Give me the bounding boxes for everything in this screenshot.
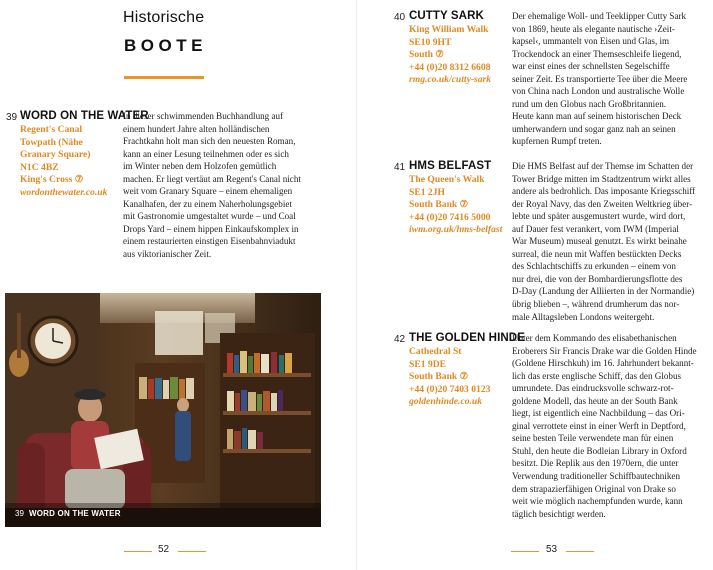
- body-line: im Winter neben dem Holzofen gemütlich: [123, 161, 277, 172]
- body-line: einem hundert Jahre alten holländischen: [123, 123, 270, 134]
- folio-rule: [124, 551, 152, 552]
- body-line: lich das erste englische Schiff, das den Globus: [512, 370, 682, 381]
- entry-info: [409, 24, 491, 87]
- entry-info: [20, 124, 107, 200]
- body-line: umherwandern und sogar ganz nah an seinen: [512, 123, 676, 134]
- entry-number: 41: [394, 162, 406, 173]
- photo-caption: WORD ON THE WATER: [29, 509, 121, 518]
- website-link[interactable]: goldenhinde.co.uk: [409, 396, 483, 408]
- body-line: rund um den Globus nach Großbritannien.: [512, 98, 667, 109]
- body-line: seine besten Teile verwendete man für einen: [512, 433, 674, 444]
- body-line: von China nach London und australische Wolle: [512, 86, 685, 97]
- page-gutter: [356, 0, 357, 570]
- info-line: The Queen's Walk: [409, 174, 485, 185]
- body-line: weit wie möglich nachempfunden wurde, kann: [512, 496, 683, 507]
- body-line: seiner Zeit. Es transportierte Tee über die Meere: [512, 73, 688, 84]
- entry-body: [512, 10, 710, 148]
- info-line: SE1 2JH: [409, 186, 445, 198]
- body-line: von 1869, heute als elegante nautische ›Zeit-: [512, 23, 675, 34]
- info-line: Cathedral St: [409, 346, 462, 357]
- entry-body: [512, 160, 710, 323]
- info-line: +44 (0)20 8312 6608: [409, 61, 491, 73]
- entry-number: 39: [6, 112, 18, 123]
- body-line: Eroberers Sir Francis Drake war die Golden Hinde: [512, 345, 697, 356]
- body-line: mit Gastronomie umgestaltet wurde – und Coal: [123, 211, 296, 222]
- body-line: Der ehemalige Woll- und Teeklipper Cutty Sark: [512, 11, 687, 21]
- section-title-script: Historische: [123, 9, 205, 26]
- body-line: auf Dauer fest verankert, vom IWM (Imperial: [512, 223, 679, 234]
- body-line: machen. Er liegt vertäut am Regent's Canal nicht: [123, 173, 301, 184]
- body-line: lebte und später ausgemustert wurde, wird dort,: [512, 211, 686, 222]
- entry-info: [409, 346, 490, 409]
- body-line: des Schlachtschiffs zu erkunden – einem von: [512, 261, 676, 272]
- website-link[interactable]: wordonthewater.co.uk: [20, 186, 108, 198]
- body-line: goldene Modell, das heute an der South Bank: [512, 395, 678, 406]
- body-line: (Goldene Hirschkuh) im 16. Jahrhundert bekannt-: [512, 358, 694, 369]
- body-line: Trockendock an einer Themseschleife liegend,: [512, 48, 682, 59]
- body-line: umrundete. Das eindrucksvolle schwarz-rot-: [512, 383, 674, 394]
- section-title-caps: BOOTE: [124, 36, 207, 55]
- body-line: übrig blieben –, während drumherum das nor-: [512, 299, 680, 310]
- body-line: kapsel‹, ummantelt von Eisen und Glas, im: [512, 36, 670, 47]
- body-line: Frachtkahn holt man sich den neuesten Roman,: [123, 136, 296, 147]
- body-line: der Royal Navy, das den Zweiten Weltkrieg über-: [512, 198, 693, 209]
- folio-rule: [566, 551, 594, 552]
- info-line: +44 (0)20 7403 0123: [409, 383, 491, 395]
- entry-body: [123, 110, 353, 261]
- body-line: male Alltagsleben Londons weitergeht.: [512, 311, 655, 322]
- info-line: King William Walk: [409, 24, 489, 35]
- entry-number: 42: [394, 334, 406, 345]
- body-line: Stuhl, den heute die Bodleian Library in Oxford: [512, 445, 687, 456]
- page-number-right: 53: [546, 544, 558, 555]
- info-line: SE10 9HT: [409, 36, 452, 48]
- body-line: andere als bedrohlich. Das imposante Kriegsschiff: [512, 186, 696, 197]
- body-line: War Museum) museal genutzt. Es wirkt beinahe: [512, 236, 687, 247]
- body-line: nur drei, die von der Bombardierungsflotte des: [512, 273, 683, 284]
- info-line: South Bank ⑦: [409, 371, 469, 383]
- page-number-left: 52: [158, 544, 170, 555]
- info-line: King's Cross ⑦: [20, 174, 84, 186]
- body-line: Heute kann man auf seinem historischen Deck: [512, 111, 682, 122]
- entry-title: THE GOLDEN HINDE: [409, 332, 525, 344]
- photo-caption-number: 39: [15, 509, 24, 518]
- body-line: kann an einer Lesung teilnehmen oder es sich: [123, 148, 289, 159]
- section-title-rule: [124, 76, 204, 79]
- info-line: Regent's Canal: [20, 124, 83, 135]
- body-line: In dieser schwimmenden Buchhandlung auf: [123, 111, 284, 121]
- info-line: +44 (0)20 7416 5000: [409, 211, 491, 223]
- info-line: South Bank ⑦: [409, 199, 469, 211]
- body-line: Die HMS Belfast auf der Themse im Schatten der: [512, 161, 694, 171]
- entry-title: HMS BELFAST: [409, 160, 492, 172]
- body-line: aus viktorianischer Zeit.: [123, 249, 212, 260]
- body-line: Kanalhafen, der zu einem Naherholungsgebiet: [123, 198, 292, 209]
- body-line: Tower Bridge mitten im Stadtzentrum wirkt alles: [512, 173, 691, 184]
- body-line: dem strapazierfähigen Original von Drake so: [512, 483, 676, 494]
- info-line: South ⑦: [409, 49, 444, 61]
- folio-rule: [511, 551, 539, 552]
- body-line: besitzt. Die Replik aus den 1970ern, die unter: [512, 458, 679, 469]
- body-line: ginal verrottete einst in einer Werft in Deptford,: [512, 420, 686, 431]
- website-link[interactable]: rmg.co.uk/cutty-sark: [409, 74, 492, 86]
- bookshop-photo: [5, 293, 321, 527]
- body-line: einem restaurierten einstigen Eisenbahnviadukt: [123, 236, 296, 247]
- website-link[interactable]: iwm.org.uk/hms-belfast: [409, 224, 503, 236]
- body-line: Unter dem Kommando des elisabethanischen: [512, 333, 677, 343]
- body-line: D-Day (Landung der Alliierten in der Normandie): [512, 286, 695, 297]
- entry-info: [409, 174, 502, 237]
- info-line: Granary Square): [20, 149, 91, 161]
- body-line: liegt, ist eigentlich eine Nachbildung – das Ori-: [512, 408, 685, 419]
- folio-rule: [178, 551, 206, 552]
- body-line: Drops Yard – einem hippen Einkaufskomplex in: [123, 223, 299, 234]
- entry-body: [512, 332, 710, 520]
- entry-title: CUTTY SARK: [409, 10, 484, 22]
- info-line: N1C 4BZ: [20, 161, 59, 173]
- body-line: war einst eines der schnellsten Segelschiffe: [512, 61, 670, 72]
- body-line: täglich besichtigt werden.: [512, 508, 606, 519]
- info-line: Towpath (Nähe: [20, 136, 83, 148]
- bookshop-illustration: [5, 293, 321, 527]
- body-line: Verwendung traditioneller Schiffbautechniken: [512, 471, 681, 482]
- entry-title: WORD ON THE WATER: [20, 110, 149, 122]
- info-line: SE1 9DE: [409, 358, 447, 370]
- body-line: surreal, die neun mit Waffen bestückten Decks: [512, 248, 682, 259]
- body-line: kupfernen Rumpf treten.: [512, 136, 602, 147]
- entry-number: 40: [394, 12, 406, 23]
- body-line: weit vom Granary Square – einem ehemaligen: [123, 186, 293, 197]
